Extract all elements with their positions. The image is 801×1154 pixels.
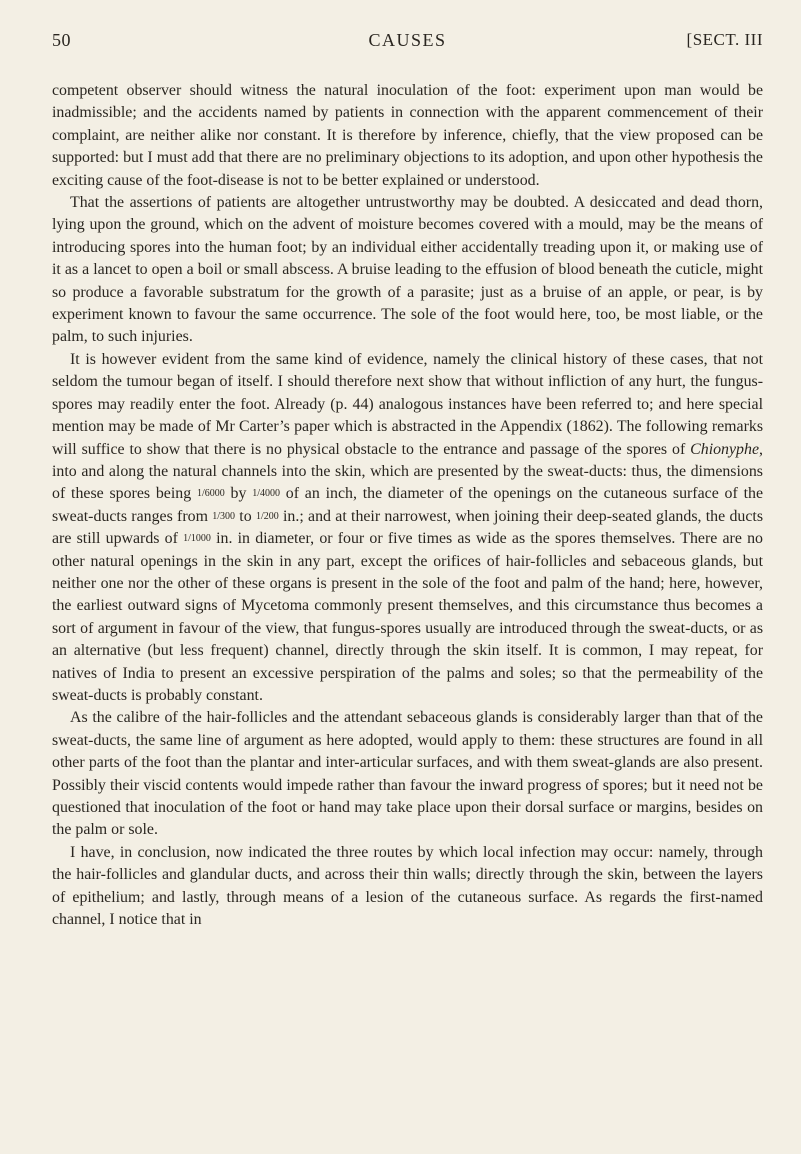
paragraph-1: competent observer should witness the natural inoculation of the foot: experiment upon man would be inadmissible; and the accidents named by patients in connection with the apparent commencement of their complaint, are neither alike nor constant. It is therefore by inference, chiefly, that the view proposed can be supported: but I must add that there are no preliminary objections to its adoption, and upon other hypothesis the exciting cause of the foot-disease is not to be better explained or understood. [52, 82, 763, 189]
paragraph-3 [52, 349, 763, 708]
genus-name: Chionyphe [690, 440, 760, 458]
paragraph-3-part-d: of an inch, the diameter of the openings on the cutaneous surface of the sweat-ducts ranges from [52, 485, 763, 525]
paragraph-3-part-f: in.; and at their narrowest, when joining their deep-seated glands, the ducts are still upwards of [52, 507, 764, 548]
fraction-opening-min: 1/300 [212, 510, 236, 522]
fraction-duct-narrowest: 1/1000 [183, 533, 211, 545]
paragraph-3-part-b: , into and along the natural channels into the skin, which are presented by the sweat-ducts: thus, the dimensions of these spores being [52, 440, 763, 503]
paragraph-2: That the assertions of patients are altogether untrustworthy may be doubted. A desiccated and dead thorn, lying upon the ground, which on the advent of moisture becomes covered with a mould, may be the means of introducing spores into the human foot; by an individual either accidentally treading upon it, or making use of it as a lancet to open a boil or small abscess. A bruise leading to the effusion of blood beneath the cuticle, might so produce a favorable substratum for the growth of a parasite; just as a bruise of an apple, or pear, is by experiment known to favour the same occurrence. The sole of the foot would here, too, be most liable, or the palm, to such injuries. [52, 194, 763, 346]
paragraph-3-part-c: by [224, 485, 253, 503]
running-header [52, 30, 763, 56]
running-title: CAUSES [368, 30, 447, 50]
paragraph-3-part-g: in. in diameter, or four or five times as wide as the spores themselves. There are no other natural openings in the skin in any part, except the orifices of hair-follicles and sebaceous glands, but neither one nor the other of these organs is present in the sole of the foot and palm of the hand; here, however, the earliest outward signs of Mycetoma commonly present themselves, and this circumstance thus becomes a sort of argument in favour of the view, that fungus-spores usually are introduced through the sweat-ducts, or as an alternative (but less frequent) channel, directly through the skin itself. It is common, I may repeat, for natives of India to present an excessive perspiration of the palms and soles; so that the permeability of the sweat-ducts is probably constant. [52, 530, 763, 704]
paragraph-5: I have, in conclusion, now indicated the three routes by which local infection may occur: namely, through the hair-follicles and glandular ducts, and across their thin walls; directly through the skin, between the layers of epithelium; and lastly, through means of a lesion of the cutaneous surface. As regards the first-named channel, I notice that in [52, 843, 763, 929]
paragraph-4: As the calibre of the hair-follicles and the attendant sebaceous glands is considerably larger than that of the sweat-ducts, the same line of argument as here adopted, would apply to them: these structures are found in all other parts of the foot than the plantar and inter-articular surfaces, and with them sweat-glands are also present. Possibly their viscid contents would impede rather than favour the inward progress of spores; but it need not be questioned that inoculation of the foot or hand may take place upon their dorsal surface or margins, besides on the palm or sole. [52, 709, 763, 839]
fraction-opening-max: 1/200 [255, 510, 279, 522]
fraction-spore-length: 1/6000 [196, 488, 225, 500]
paragraph-3-part-a: It is however evident from the same kind of evidence, namely the clinical history of these cases, that not seldom the tumour began of itself. I should therefore next show that without infliction of any hurt, the fungus-spores may readily enter the foot. Already (p. 44) analogous instances have been referred to; and here special mention may be made of Mr Carter’s paper which is abstracted in the Appendix (1862). The following remarks will suffice to show that there is no physical obstacle to the entrance and passage of the spores of [52, 350, 763, 458]
fraction-spore-width: 1/4000 [252, 488, 280, 500]
page-number: 50 [52, 30, 71, 50]
section-label: [SECT. III [686, 30, 763, 49]
body-text [52, 80, 763, 931]
paragraph-3-part-e: to [235, 507, 256, 525]
